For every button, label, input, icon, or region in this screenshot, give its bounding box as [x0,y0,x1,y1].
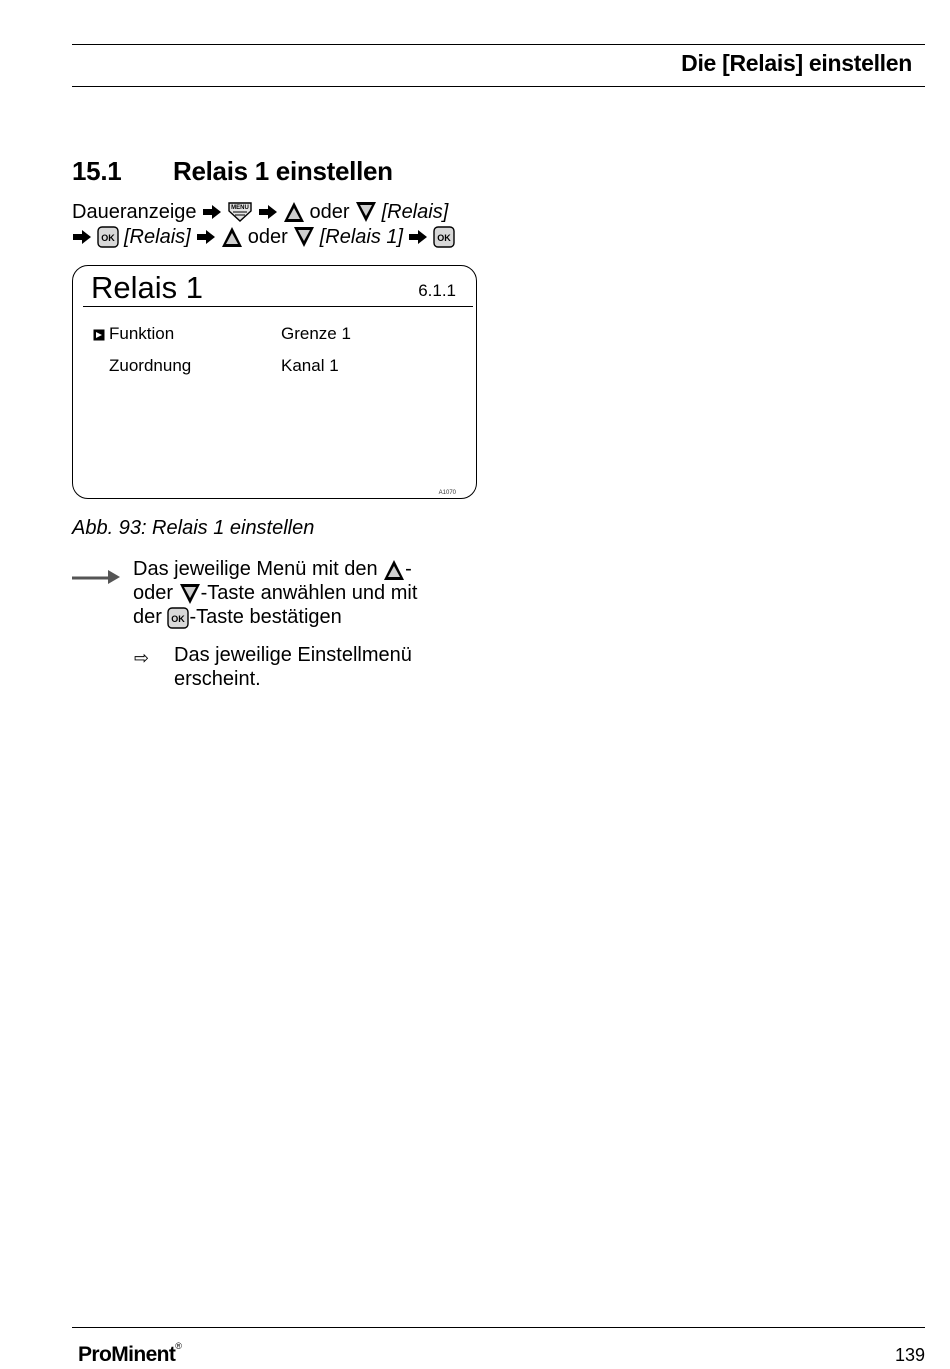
prominent-logo [78,1343,181,1367]
ok-key-icon [167,607,189,629]
nav-or-1: oder [309,201,350,223]
arrow-right-icon [258,204,278,220]
header-top-rule [72,44,925,45]
display-menu-number: 6.1.1 [418,281,456,300]
step-text-part: der [133,606,162,628]
instruction-step [133,557,473,629]
logo-registered: ® [175,1341,182,1351]
image-code: A1070 [438,490,456,496]
nav-or-2: oder [247,226,288,248]
logo-minent: Minent [111,1343,176,1366]
svg-text:OK: OK [171,613,186,624]
display-row-label: Zuordnung [109,356,192,375]
footer-rule [72,1327,925,1328]
header-title: Die [Relais] einstellen [681,50,912,76]
step-text-part: oder [133,582,174,604]
display-divider [83,306,473,307]
up-key-icon [383,559,405,581]
section-title: Relais 1 einstellen [173,156,393,186]
svg-text:OK: OK [437,233,451,243]
logo-pro: Pro [78,1343,112,1366]
down-key-icon [293,226,315,248]
display-row-label: Funktion [109,324,175,343]
nav-path-line-2 [72,225,455,249]
device-display [72,265,477,499]
nav-menu-relais: [Relais] [381,201,449,223]
header-bottom-rule [72,86,925,87]
display-title: Relais 1 [91,270,203,305]
instruction-arrow-icon [72,567,122,585]
step-text-part: -Taste anwählen und mit [200,582,418,604]
result-text: Das jeweilige Einstellmenü erscheint. [174,644,412,690]
page-number: 139 [894,1345,925,1365]
figure-caption: Abb. 93: Relais 1 einstellen [72,517,315,539]
step-text-part: - [405,558,412,580]
nav-start: Daueranzeige [72,201,197,223]
arrow-right-icon [196,229,216,245]
up-key-icon [221,226,243,248]
ok-key-icon [433,226,455,248]
arrow-right-icon [202,204,222,220]
cursor-icon [93,329,105,341]
menu-key-icon [227,201,253,223]
down-key-icon [355,201,377,223]
ok-key-icon [97,226,119,248]
nav-path-line-1 [72,200,448,224]
nav-menu-relais-1: [Relais 1] [319,226,404,248]
up-key-icon [283,201,305,223]
section-number: 15.1 [72,156,122,186]
arrow-right-icon [72,229,92,245]
arrow-right-icon [408,229,428,245]
step-text-part: -Taste bestätigen [189,606,342,628]
svg-text:OK: OK [101,233,115,243]
result-arrow-icon: ⇨ [134,648,150,668]
down-key-icon [179,583,201,605]
nav-menu-relais-2: [Relais] [124,226,191,248]
display-row-value: Kanal 1 [281,356,339,375]
display-row-value: Grenze 1 [281,324,351,343]
svg-text:MENU: MENU [230,205,249,211]
step-text-part: Das jeweilige Menü mit den [133,558,378,580]
